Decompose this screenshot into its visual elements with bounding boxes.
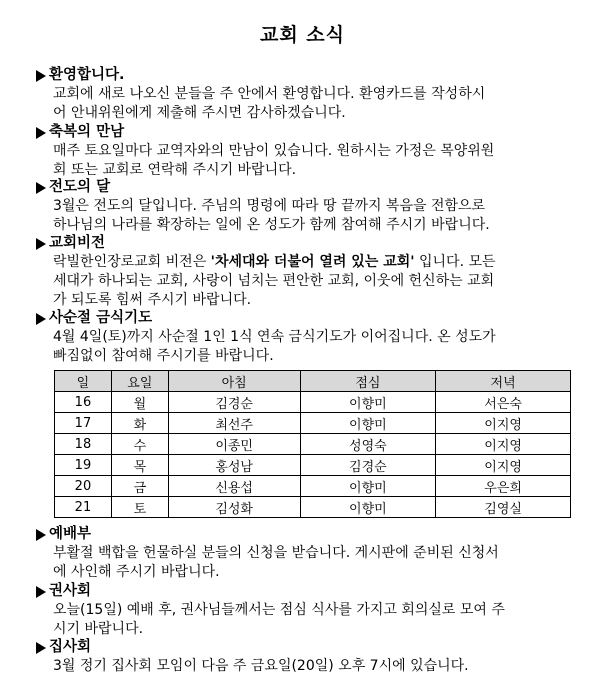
body-line: 3월은 전도의 달입니다. 주님의 명령에 따라 땅 끝까지 복음을 전함으로 [53, 198, 486, 214]
table-row [55, 476, 571, 497]
table-cell: 김영실 [436, 497, 571, 518]
body-line: 3월 정기 집사회 모임이 다음 주 금요일(20일) 오후 7시에 있습니다. [53, 658, 469, 674]
table-cell: 21 [55, 497, 112, 518]
section-heading: 권사회 [49, 583, 92, 599]
section-body [36, 197, 571, 235]
header-breakfast: 아침 [168, 371, 300, 392]
table-cell: 이지영 [436, 413, 571, 434]
body-line: 회 또는 교회로 연락해 주시기 바랍니다. [53, 162, 297, 178]
table-cell: 이향미 [300, 413, 436, 434]
table-cell: 18 [55, 434, 112, 455]
table-header-row [55, 371, 571, 392]
body-line: 가 되도록 힘써 주시기 바랍니다. [53, 292, 252, 308]
body-line: 하나님의 나라를 확장하는 일에 온 성도가 함께 참여해 주시기 바랍니다. [53, 217, 490, 233]
body-line: 시기 바랍니다. [53, 621, 144, 637]
table-cell: 이향미 [300, 392, 436, 413]
section-heading: 전도의 달 [49, 179, 111, 195]
body-line: 4월 4일(토)까지 사순절 1인 1식 연속 금식기도가 이어집니다. 온 성도가 [53, 329, 496, 345]
body-line: 어 안내위원에게 제출해 주시면 감사하겠습니다. [53, 105, 346, 121]
section-evangelism-month [36, 178, 571, 235]
table-cell: 이지영 [436, 455, 571, 476]
table-cell: 김경순 [300, 455, 436, 476]
vision-statement: '차세대와 더불어 열려 있는 교회' [210, 254, 415, 270]
section-heading: 집사회 [49, 639, 92, 655]
table-cell: 김성화 [168, 497, 300, 518]
body-line: 에 사인해 주시기 바랍니다. [53, 564, 220, 580]
table-cell: 홍성남 [168, 455, 300, 476]
body-line: 락빌한인장로교회 비전은 '차세대와 더불어 열려 있는 교회' 입니다. 모든 [53, 254, 496, 270]
header-lunch: 점심 [300, 371, 436, 392]
table-cell: 성영숙 [300, 434, 436, 455]
table-cell: 우은희 [436, 476, 571, 497]
bullet-triangle-icon [36, 182, 46, 194]
section-heading: 사순절 금식기도 [49, 310, 153, 326]
table-cell: 서은숙 [436, 392, 571, 413]
section-deacon-assoc [36, 638, 571, 676]
section-heading: 교회비전 [49, 235, 106, 251]
fasting-schedule-table [54, 370, 571, 518]
table-cell: 최선주 [168, 413, 300, 434]
section-heading: 환영합니다. [49, 67, 125, 83]
table-row [55, 413, 571, 434]
section-body [36, 328, 571, 366]
body-line: 오늘(15일) 예배 후, 권사님들께서는 점심 식사를 가지고 회의실로 모여 주 [53, 602, 505, 618]
bullet-triangle-icon [36, 127, 46, 139]
table-cell: 신용섭 [168, 476, 300, 497]
table-cell: 이지영 [436, 434, 571, 455]
body-line: 매주 토요일마다 교역자와의 만남이 있습니다. 원하시는 가정은 목양위원 [53, 143, 495, 159]
bullet-triangle-icon [36, 586, 46, 598]
table-cell: 20 [55, 476, 112, 497]
section-deaconess-assoc [36, 582, 571, 639]
section-worship-dept [36, 525, 571, 582]
section-body [36, 601, 571, 639]
table-cell: 17 [55, 413, 112, 434]
section-body [36, 657, 571, 676]
table-cell: 16 [55, 392, 112, 413]
section-blessed-meeting [36, 123, 571, 180]
table-cell: 토 [111, 497, 168, 518]
bullet-triangle-icon [36, 238, 46, 250]
bullet-triangle-icon [36, 642, 46, 654]
section-body [36, 253, 571, 310]
section-body [36, 142, 571, 180]
section-lent-fasting [36, 309, 571, 366]
table-row [55, 455, 571, 476]
body-line: 부활절 백합을 헌물하실 분들의 신청을 받습니다. 게시판에 준비된 신청서 [53, 545, 499, 561]
table-cell: 김경순 [168, 392, 300, 413]
bullet-triangle-icon [36, 70, 46, 82]
body-line: 교회에 새로 나오신 분들을 주 안에서 환영합니다. 환영카드를 작성하시 [53, 86, 486, 102]
bullet-triangle-icon [36, 529, 46, 541]
header-day: 일 [55, 371, 112, 392]
section-heading: 예배부 [49, 526, 92, 542]
section-body [36, 85, 571, 123]
table-cell: 수 [111, 434, 168, 455]
table-cell: 이향미 [300, 497, 436, 518]
table-row [55, 434, 571, 455]
section-welcome [36, 66, 571, 123]
header-dinner: 저녁 [436, 371, 571, 392]
table-row [55, 392, 571, 413]
body-line: 빠짐없이 참여해 주시기를 바랍니다. [53, 348, 274, 364]
bullet-triangle-icon [36, 313, 46, 325]
section-heading: 축복의 만남 [49, 124, 125, 140]
table-cell: 19 [55, 455, 112, 476]
page-title: 교회 소식 [259, 24, 346, 46]
header-weekday: 요일 [111, 371, 168, 392]
body-line: 세대가 하나되는 교회, 사랑이 넘치는 편안한 교회, 이웃에 헌신하는 교회 [53, 273, 495, 289]
table-cell: 월 [111, 392, 168, 413]
table-cell: 금 [111, 476, 168, 497]
section-body [36, 544, 571, 582]
table-cell: 목 [111, 455, 168, 476]
table-cell: 화 [111, 413, 168, 434]
table-cell: 이향미 [300, 476, 436, 497]
section-church-vision [36, 234, 571, 310]
table-cell: 이종민 [168, 434, 300, 455]
table-row [55, 497, 571, 518]
